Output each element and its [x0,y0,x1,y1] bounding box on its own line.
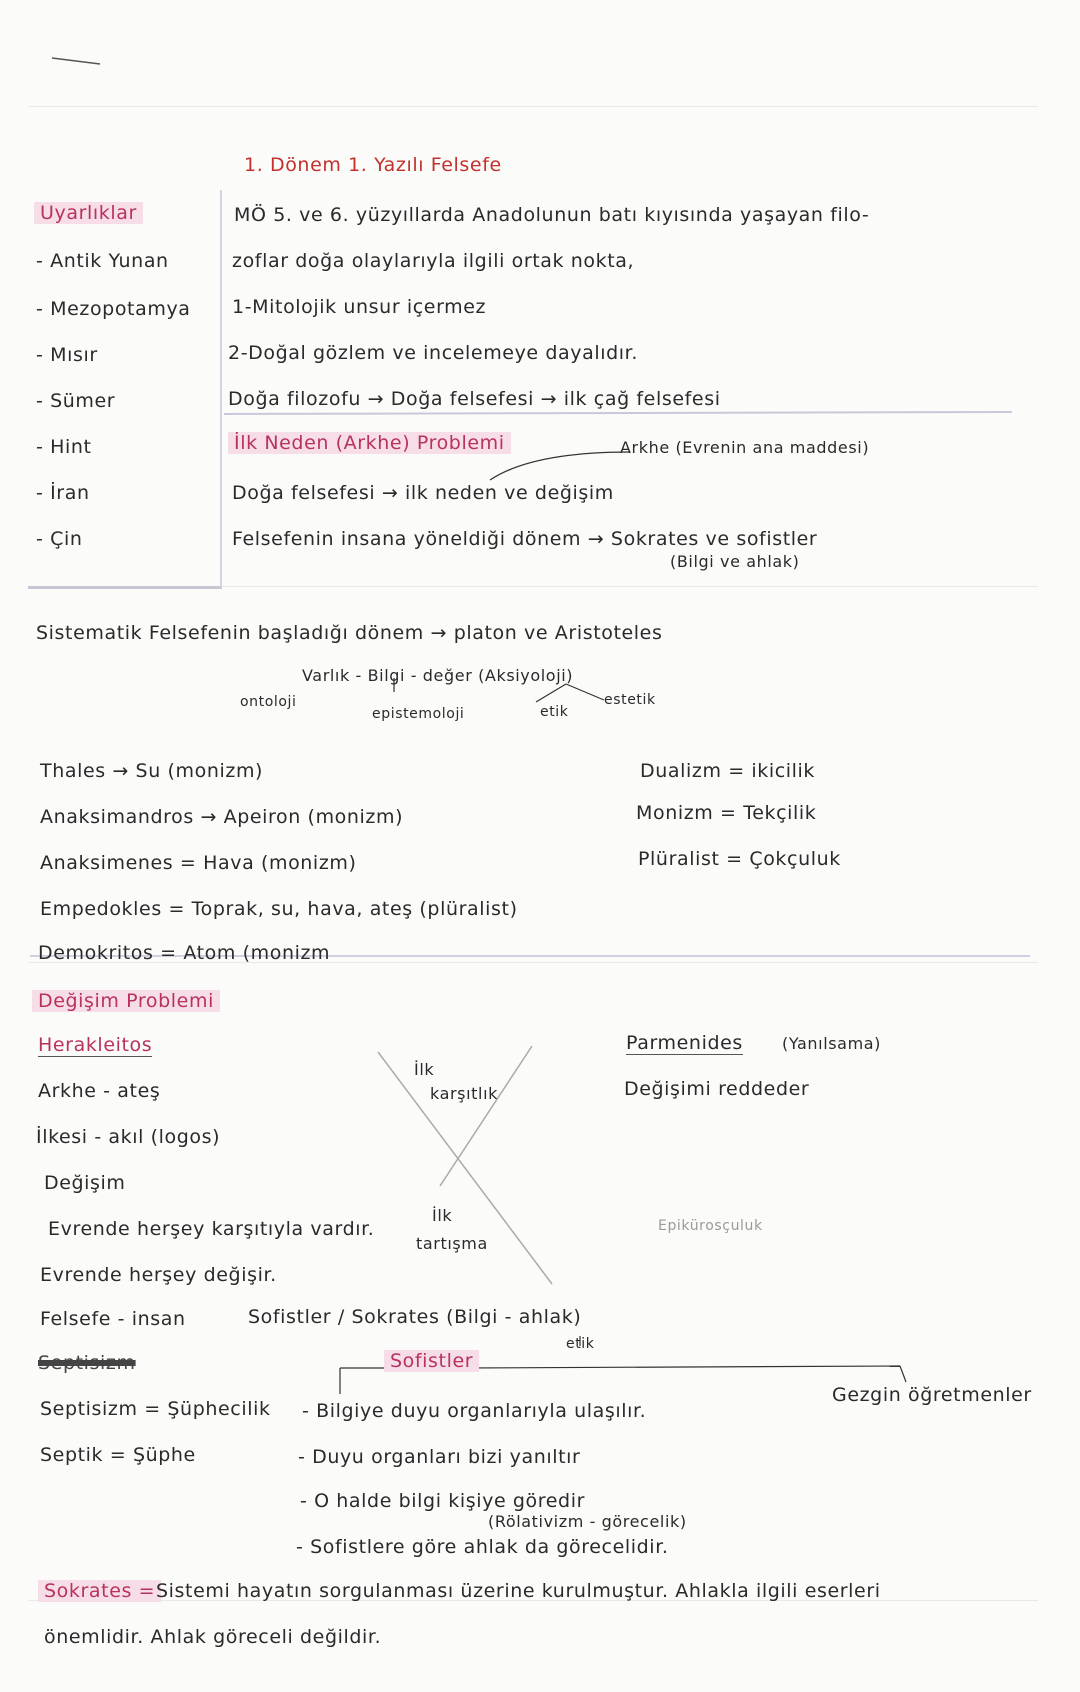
herakleitos-label: Herakleitos [38,1034,153,1056]
sidebar-title: Uyarlıklar [34,202,143,224]
herakleitos-line: İlkesi - akıl (logos) [36,1126,221,1148]
intro-line: zoflar doğa olaylarıyla ilgili ortak nokta, [232,250,635,272]
estetik-label: estetik [604,692,656,708]
sidebar-item: - İran [36,482,90,504]
felsefe-insan-line: Felsefe - insan [40,1308,186,1330]
intro-line: Doğa filozofu → Doğa felsefesi → ilk çağ felsefesi [228,388,721,410]
sofist-sokrates-line: Sofistler / Sokrates (Bilgi - ahlak) [248,1306,582,1328]
sofist-point: - Bilgiye duyu organlarıyla ulaşılır. [302,1400,647,1422]
gezgin-ogretmenler: Gezgin öğretmenler [832,1384,1032,1406]
sidebar-item: - Sümer [36,390,116,412]
septik-def: Septik = Şüphe [40,1444,196,1466]
page-title: 1. Dönem 1. Yazılı Felsefe [244,154,502,176]
sidebar-item: - Çin [36,528,83,550]
relativizm-note: (Rölativizm - görecelik) [488,1512,687,1531]
sokrates-label: Sokrates = [38,1580,161,1602]
sokrates-line-1: Sistemi hayatın sorgulanması üzerine kurulmuştur. Ahlakla ilgili eserleri [156,1580,881,1602]
change-problem-title: Değişim Problemi [32,990,220,1012]
sidebar-item: - Hint [36,436,92,458]
sidebar-item: - Mısır [36,344,98,366]
philosopher-line: Anaksimandros → Apeiron (monizm) [40,806,404,828]
etik-label: etik [540,704,569,720]
ilk-tartisma-2: tartışma [416,1234,488,1253]
septisizm-def: Septisizm = Şüphecilik [40,1398,271,1420]
sofistler-title: Sofistler [384,1350,479,1372]
arkhe-note: Arkhe (Evrenin ana maddesi) [620,438,870,457]
ilk-tartisma-1: İlk [432,1206,453,1225]
philosopher-line: Empedokles = Toprak, su, hava, ateş (plüralist) [40,898,518,920]
sidebar-item: - Mezopotamya [36,298,191,320]
parmenides-label: Parmenides [626,1032,743,1054]
herakleitos-line: Evrende herşey karşıtıyla vardır. [48,1218,375,1240]
parmenides-note: (Yanılsama) [782,1034,882,1053]
sofist-point: - Duyu organları bizi yanıltır [298,1446,581,1468]
insan-donem-line: Felsefenin insana yöneldiği dönem → Sokrates ve sofistler [232,528,818,550]
epistemoloji-label: epistemoloji [372,706,465,722]
sofist-point: - O halde bilgi kişiye göredir [300,1490,585,1512]
branches-line: Varlık - Bilgi - değer (Aksiyoloji) [302,666,574,685]
insan-note: (Bilgi ve ahlak) [670,552,800,571]
herakleitos-line: Evrende herşey değişir. [40,1264,277,1286]
sofist-point: - Sofistlere göre ahlak da görecelidir. [296,1536,669,1558]
intro-line: 1-Mitolojik unsur içermez [232,296,487,318]
philosopher-line: Thales → Su (monizm) [40,760,264,782]
ilk-karsitlik-1: İlk [414,1060,435,1079]
herakleitos-line: Değişim [44,1172,126,1194]
arkhe-problem-title: İlk Neden (Arkhe) Problemi [228,432,511,454]
sidebar-item: - Antik Yunan [36,250,169,272]
intro-line: 2-Doğal gözlem ve incelemeye dayalıdır. [228,342,638,364]
herakleitos-line: Arkhe - ateş [38,1080,161,1102]
ilk-karsitlik-2: karşıtlık [430,1084,498,1103]
parmenides-line: Değişimi reddeder [624,1078,810,1100]
definition-line: Monizm = Tekçilik [636,802,817,824]
philosopher-line: Demokritos = Atom (monizm [38,942,331,964]
definition-line: Dualizm = ikicilik [640,760,815,782]
etik-under-label: etik [566,1336,595,1352]
systematic-line: Sistematik Felsefenin başladığı dönem → platon ve Aristoteles [36,622,663,644]
definition-line: Plüralist = Çokçuluk [638,848,841,870]
doga-felsefesi-line: Doğa felsefesi → ilk neden ve değişim [232,482,614,504]
intro-line: MÖ 5. ve 6. yüzyıllarda Anadolunun batı kıyısında yaşayan filo- [234,204,870,226]
sokrates-line-2: önemlidir. Ahlak göreceli değildir. [44,1626,382,1648]
epikurosculuk-note: Epikürosçuluk [658,1218,763,1234]
ontoloji-label: ontoloji [240,694,297,710]
crossed-word: Septisizm [38,1352,136,1374]
philosopher-line: Anaksimenes = Hava (monizm) [40,852,357,874]
